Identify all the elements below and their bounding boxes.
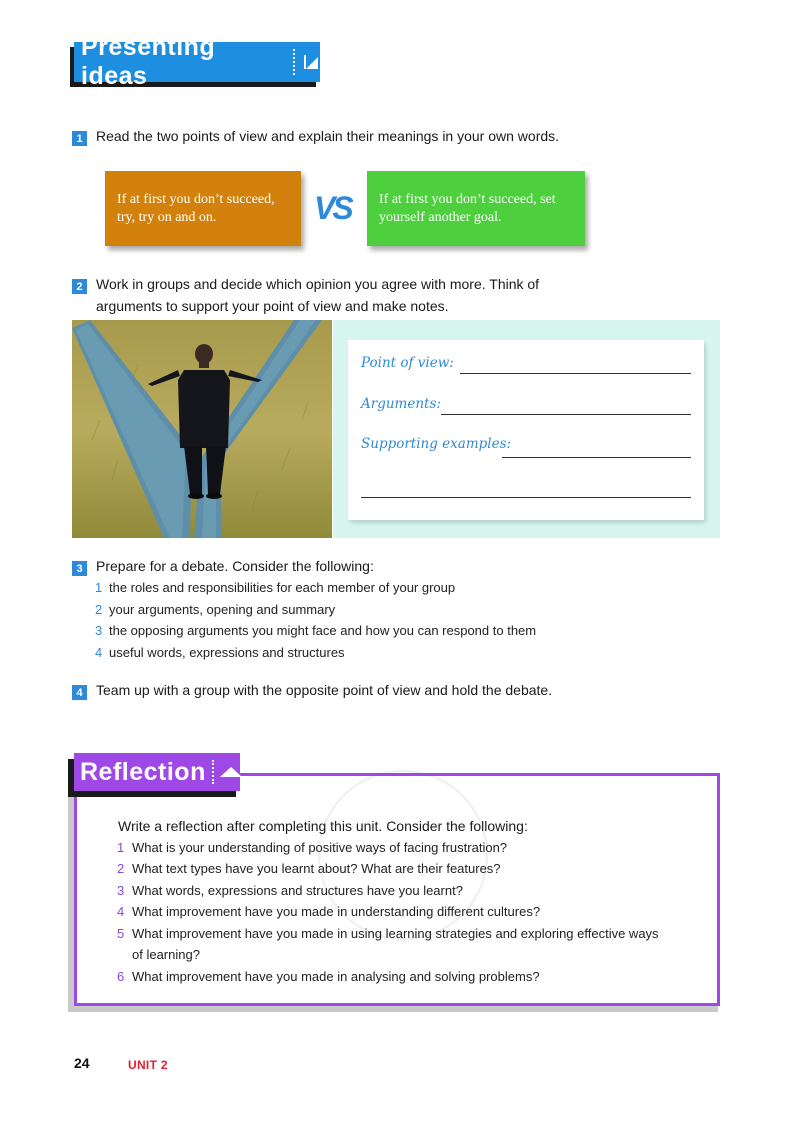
- task-number-badge: 4: [72, 685, 87, 700]
- list-item-number: 2: [117, 861, 125, 876]
- page-number: 24: [74, 1055, 90, 1071]
- list-item: What text types have you learnt about? What are their features?: [132, 861, 501, 876]
- list-item-number: 2: [95, 602, 103, 617]
- task-number-badge: 1: [72, 131, 87, 146]
- list-item: your arguments, opening and summary: [109, 602, 336, 617]
- section-title: Presenting ideas: [81, 33, 216, 90]
- list-item-number: 1: [95, 580, 103, 595]
- caret-up-icon: [220, 767, 242, 777]
- task2-instruction-line1: Work in groups and decide which opinion you agree with more. Think of: [96, 276, 540, 292]
- unit-label: UNIT 2: [128, 1058, 168, 1072]
- list-item: What improvement have you made in analysing and solving problems?: [132, 969, 540, 984]
- list-item-number: 4: [95, 645, 103, 660]
- task4-instruction: Team up with a group with the opposite point of view and hold the debate.: [96, 682, 553, 698]
- task-number-badge: 2: [72, 279, 87, 294]
- list-item: useful words, expressions and structures: [109, 645, 345, 660]
- list-item: the roles and responsibilities for each member of your group: [109, 580, 456, 595]
- task2-instruction-line2: arguments to support your point of view and make notes.: [96, 298, 449, 314]
- task3-instruction: Prepare for a debate. Consider the following:: [96, 558, 374, 574]
- list-item: What is your understanding of positive ways of facing frustration?: [132, 840, 508, 855]
- reflection-intro: Write a reflection after completing this unit. Consider the following:: [118, 818, 528, 834]
- list-item-number: 1: [117, 840, 125, 855]
- reflection-banner: [74, 753, 240, 791]
- task1-instruction: Read the two points of view and explain their meanings in your own words.: [96, 128, 560, 144]
- opinion-left-text: If at first you don’t succeed, try, try on and on.: [117, 192, 275, 225]
- opinion-card-left: [105, 171, 301, 246]
- list-item-number: 4: [117, 904, 125, 919]
- reflection-title: Reflection: [80, 757, 206, 786]
- crossroads-photo: [72, 320, 332, 538]
- extra-notes-line[interactable]: [361, 497, 691, 498]
- list-item: the opposing arguments you might face and how you can respond to them: [109, 623, 537, 638]
- point-of-view-line[interactable]: [460, 373, 691, 374]
- list-item: What improvement have you made in using learning strategies and exploring effective ways: [132, 926, 659, 941]
- list-item-number: 3: [95, 623, 103, 638]
- opinion-right-text: If at first you don’t succeed, set yourself another goal.: [379, 192, 556, 225]
- opinion-card-right: [367, 171, 585, 246]
- list-item: What words, expressions and structures have you learnt?: [132, 883, 463, 898]
- list-item-number: 6: [117, 969, 125, 984]
- supporting-examples-label: Supporting examples:: [361, 436, 512, 452]
- corner-arrow-icon: [302, 53, 320, 71]
- arguments-label: Arguments:: [361, 396, 441, 412]
- banner-divider: [293, 49, 295, 75]
- point-of-view-label: Point of view:: [361, 355, 454, 371]
- list-item: What improvement have you made in understanding different cultures?: [132, 904, 541, 919]
- list-item-continuation: of learning?: [132, 947, 200, 962]
- reflection-divider: [212, 760, 214, 784]
- crossroads-illustration: [72, 320, 332, 538]
- versus-label: VS: [314, 190, 351, 226]
- section-banner: [74, 33, 320, 90]
- list-item-number: 3: [117, 883, 125, 898]
- supporting-examples-line[interactable]: [502, 457, 691, 458]
- task-number-badge: 3: [72, 561, 87, 576]
- list-item-number: 5: [117, 926, 125, 941]
- arguments-line[interactable]: [441, 414, 691, 415]
